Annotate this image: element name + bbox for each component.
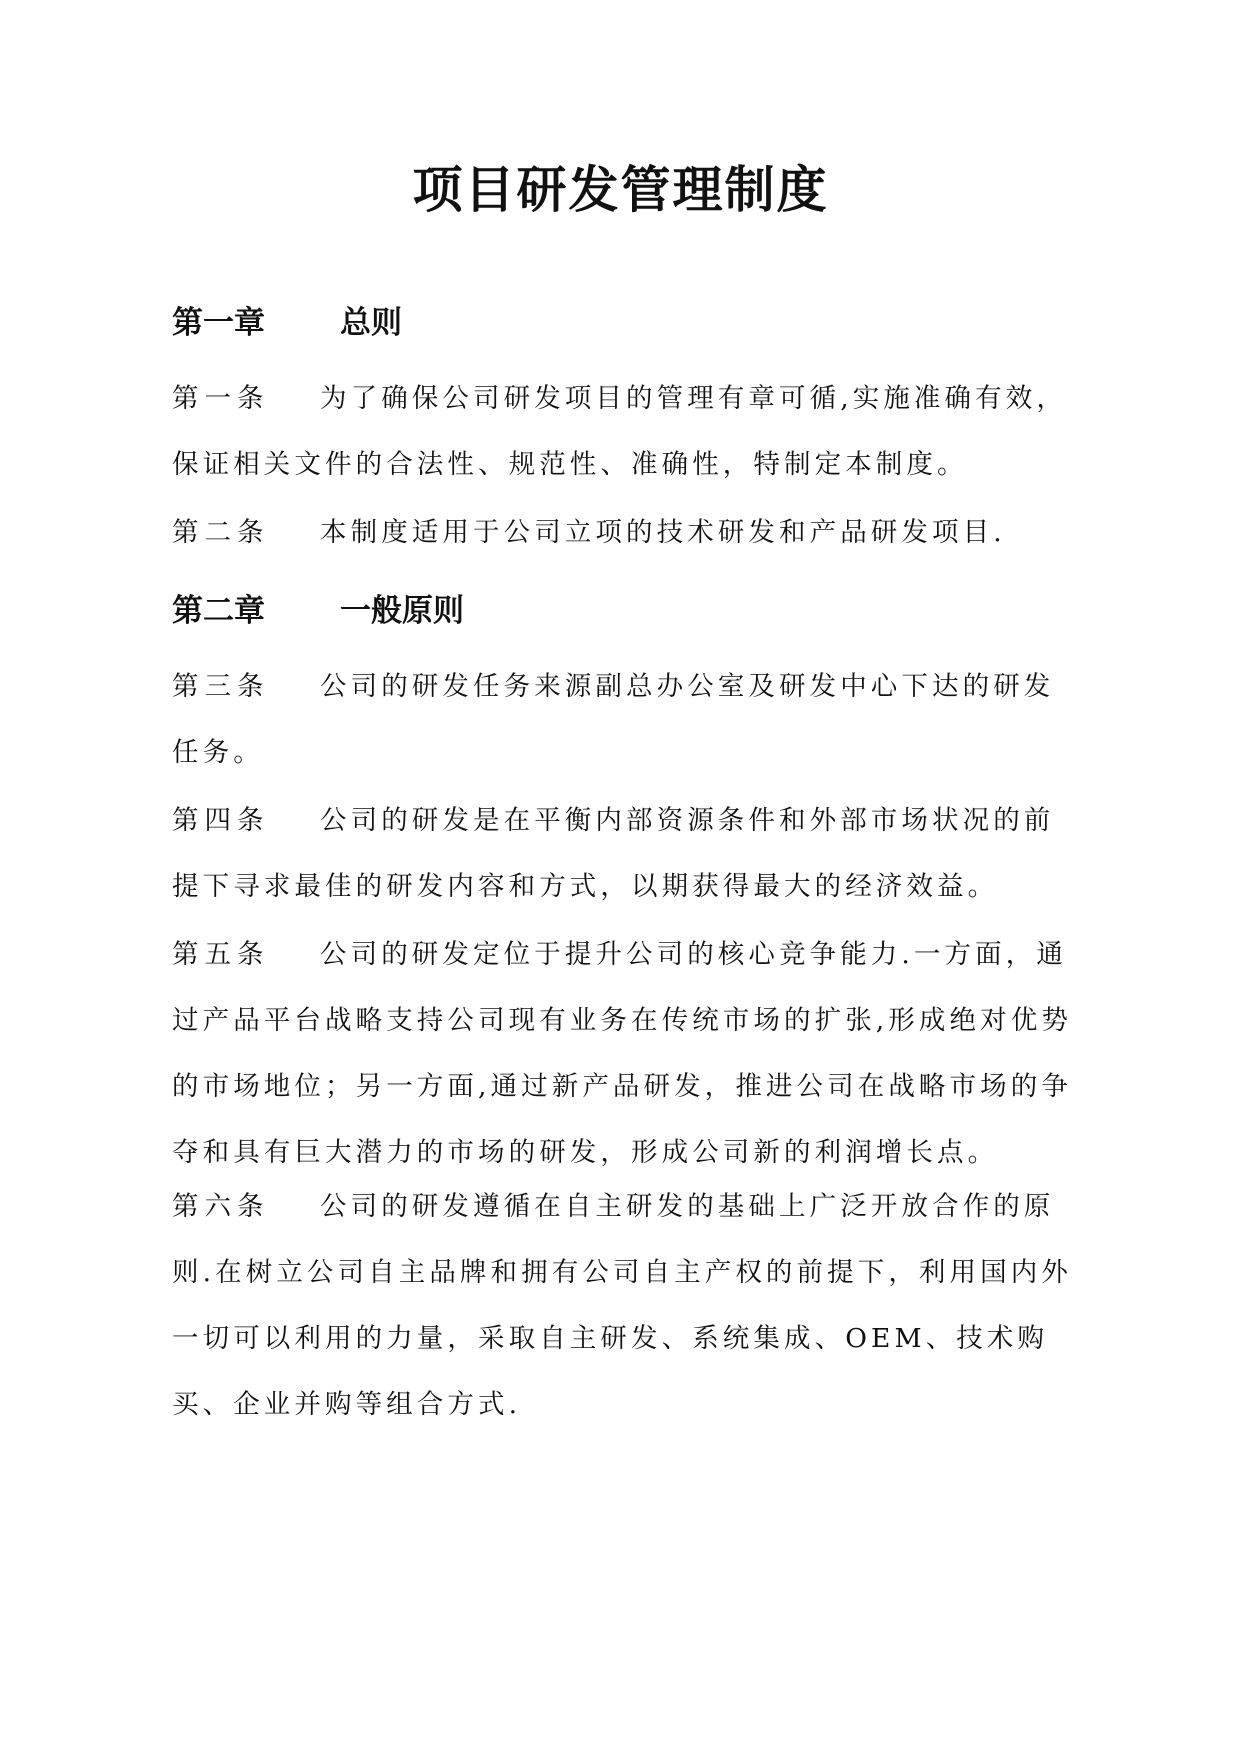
- article-text: 公司的研发任务来源副总办公室及研发中心下达的研发任务。: [172, 671, 1055, 768]
- article-text: 本制度适用于公司立项的技术研发和产品研发项目.: [320, 517, 1006, 548]
- chapter-title: 总则: [340, 305, 402, 341]
- article-number: 第五条: [172, 939, 270, 970]
- chapter-heading-2: [172, 593, 1072, 630]
- article-text: 公司的研发遵循在自主研发的基础上广泛开放合作的原则.在树立公司自主品牌和拥有公司自主产权的前提下，利用国内外一切可以利用的力量，采取自主研发、系统集成、OEM、技术购买、企业并购等组合方式.: [172, 1191, 1072, 1420]
- article-number: 第二条: [172, 517, 270, 548]
- article-number: 第四条: [172, 805, 270, 836]
- article-number: 第一条: [172, 383, 270, 414]
- chapter-heading-1: [172, 305, 1072, 342]
- article-number: 第三条: [172, 671, 270, 702]
- article-3: [172, 654, 1072, 786]
- article-text: 公司的研发是在平衡内部资源条件和外部市场状况的前提下寻求最佳的研发内容和方式，以期获得最大的经济效益。: [172, 805, 1055, 902]
- article-1: [172, 366, 1072, 498]
- chapter-number: 第二章: [172, 593, 265, 629]
- article-2: [172, 500, 1072, 566]
- article-text: 公司的研发定位于提升公司的核心竞争能力.一方面，通过产品平台战略支持公司现有业务在传统市场的扩张,形成绝对优势的市场地位；另一方面,通过新产品研发，推进公司在战略市场的争夺和具有巨大潜力的市场的研发，形成公司新的利润增长点。: [172, 939, 1072, 1168]
- article-number: 第六条: [172, 1191, 270, 1222]
- article-5: [172, 922, 1072, 1186]
- article-6: [172, 1174, 1072, 1438]
- article-4: [172, 788, 1072, 920]
- document-title: 项目研发管理制度: [412, 161, 829, 219]
- chapter-number: 第一章: [172, 305, 265, 341]
- article-text: 为了确保公司研发项目的管理有章可循,实施准确有效，保证相关文件的合法性、规范性、准确性，特制定本制度。: [172, 383, 1067, 480]
- chapter-title: 一般原则: [340, 593, 464, 629]
